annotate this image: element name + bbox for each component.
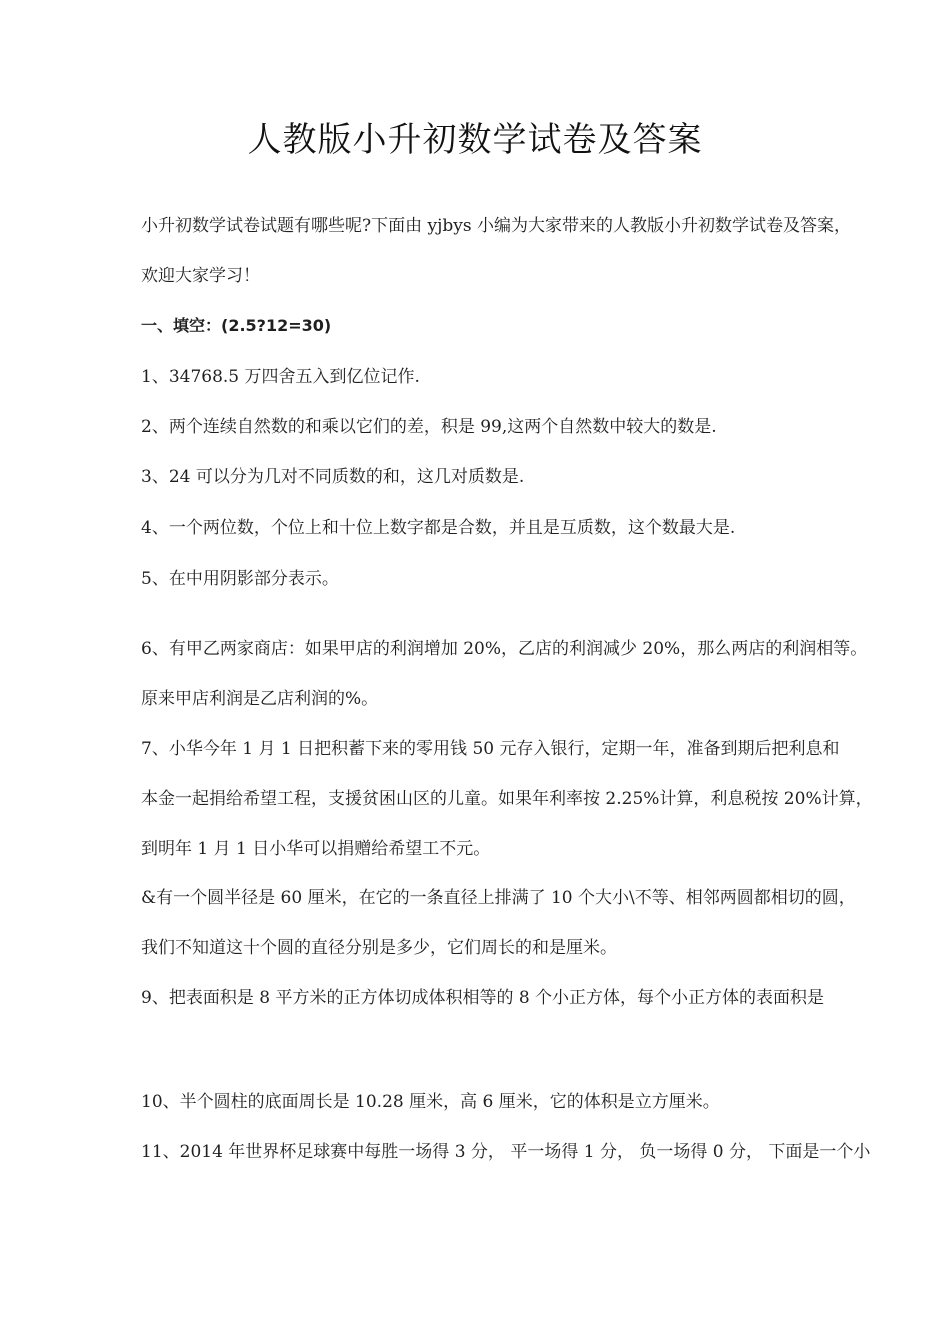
question-9: 9、把表面积是 8 平方米的正方体切成体积相等的 8 个小正方体，每个小正方体的表面积是 [141,988,825,1008]
question-5: 5、在中用阴影部分表示。 [141,569,339,589]
question-7-line-2: 本金一起捐给希望工程，支援贫困山区的儿童。如果年利率按 2.25%计算，利息税按 20%计算， [141,789,873,809]
question-2: 2、两个连续自然数的和乘以它们的差，积是 99,这两个自然数中较大的数是. [141,417,717,437]
question-1: 1、34768.5 万四舍五入到亿位记作. [141,367,420,387]
question-11: 11、2014 年世界杯足球赛中每胜一场得 3 分， 平一场得 1 分， 负一场得 0 分， 下面是一个小 [141,1142,871,1162]
question-8-line-2: 我们不知道这十个圆的直径分别是多少，它们周长的和是厘米。 [141,938,617,958]
document-title: 人教版小升初数学试卷及答案 [247,120,703,160]
question-8-line-1: &有一个圆半径是 60 厘米，在它的一条直径上排满了 10 个大小\不等、相邻两圆都相切的圆， [141,888,856,908]
question-7-line-1: 7、小华今年 1 月 1 日把积蓄下来的零用钱 50 元存入银行，定期一年，准备到期后把利息和 [141,739,840,759]
intro-line-1: 小升初数学试卷试题有哪些呢?下面由 yjbys 小编为大家带来的人教版小升初数学试卷及答案， [141,216,852,236]
intro-line-2: 欢迎大家学习！ [141,266,260,286]
question-6-line-1: 6、有甲乙两家商店：如果甲店的利润增加 20%，乙店的利润减少 20%，那么两店的利润相等。 [141,639,868,659]
question-7-line-3: 到明年 1 月 1 日小华可以捐赠给希望工不元。 [141,839,491,859]
section-heading: 一、填空：(2.5?12=30) [141,316,332,335]
question-4: 4、一个两位数，个位上和十位上数字都是合数，并且是互质数，这个数最大是. [141,518,736,538]
question-10: 10、半个圆柱的底面周长是 10.28 厘米，高 6 厘米，它的体积是立方厘米。 [141,1092,720,1112]
question-6-line-2: 原来甲店利润是乙店利润的%。 [141,689,379,709]
question-3: 3、24 可以分为几对不同质数的和，这几对质数是. [141,467,525,487]
